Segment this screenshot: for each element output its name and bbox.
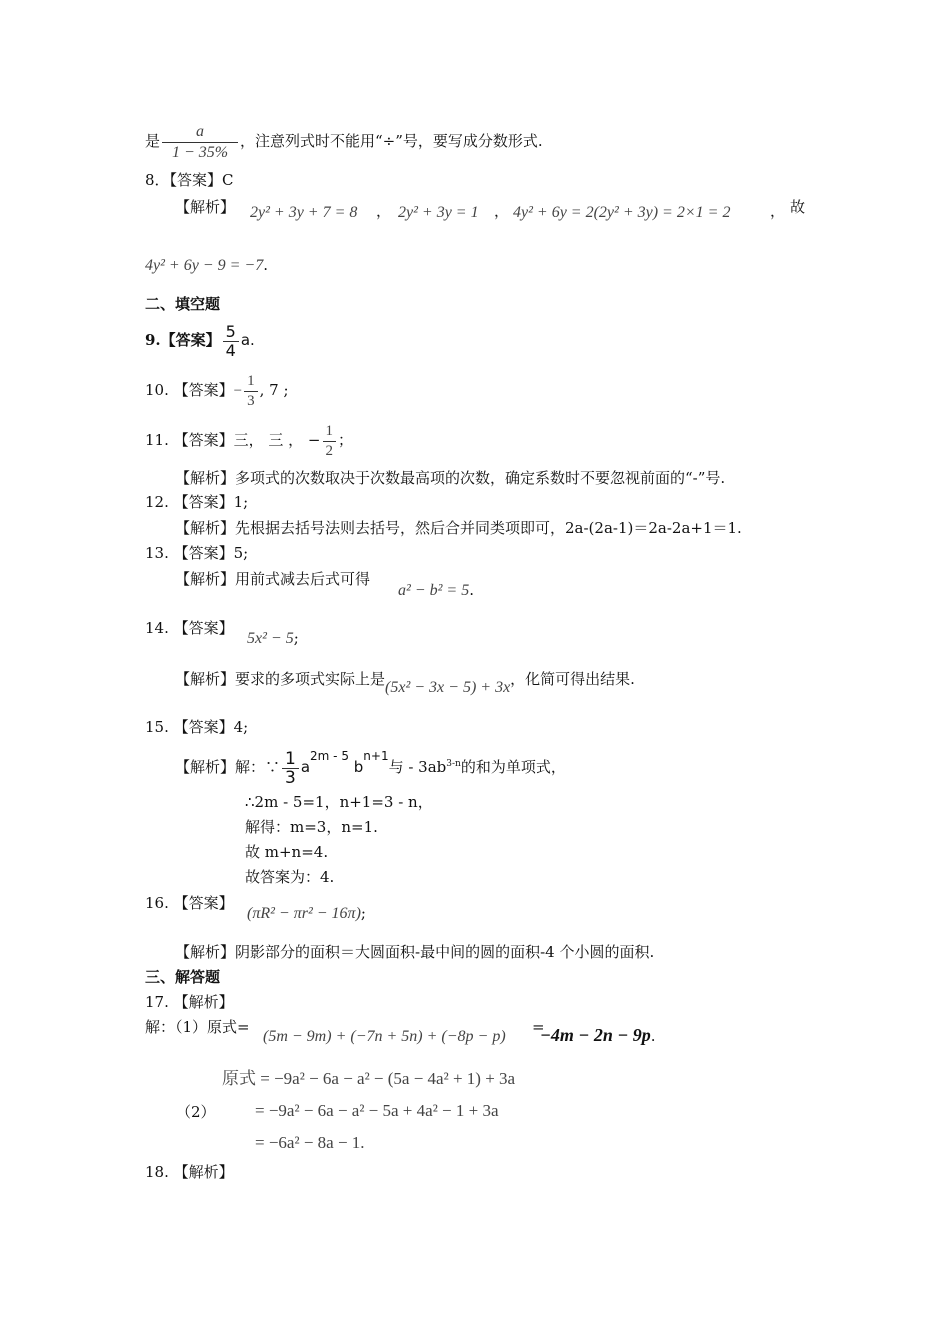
q9-denominator: 4 (223, 341, 239, 360)
q9-line (145, 320, 255, 360)
q10-denominator: 3 (244, 391, 258, 411)
q11-numerator: 1 (325, 422, 333, 439)
q15-numerator: 1 (285, 748, 296, 769)
q14-analysis-prefix: 【解析】要求的多项式实际上是 (175, 670, 386, 688)
q16-formula-line (247, 903, 366, 924)
q14-analysis-line (175, 669, 635, 696)
q15-sup-c: 3-n (446, 759, 461, 769)
section-3-title: 三、解答题 (145, 968, 221, 986)
q15-step2: 解得：m=3，n=1. (245, 818, 378, 836)
q16-analysis: 【解析】阴影部分的面积＝大圆面积-最中间的圆的面积-4 个小圆的面积. (175, 943, 655, 961)
intro-prefix: 是 (145, 132, 161, 150)
q15-fraction (282, 750, 299, 787)
q15-sup-a: 2m - 5 (310, 749, 349, 763)
q15-step3: 故 m+n=4. (245, 843, 329, 861)
q15-denominator: 3 (282, 768, 299, 787)
q14-end: ; (293, 629, 299, 647)
q17-part2-line3: = −6a² − 8a − 1. (255, 1133, 365, 1152)
q13-end: . (469, 581, 474, 599)
q12-analysis: 【解析】先根据去括号法则去括号，然后合并同类项即可，2a-(2a-1)＝2a-2a+1＝1. (175, 519, 742, 537)
q8-sep1: ， (376, 202, 392, 220)
q9-numerator: 5 (225, 321, 236, 341)
q10-numerator: 1 (247, 372, 255, 389)
q13-formula: a² − b² = 5 (398, 582, 470, 599)
q8-sep3: ， (770, 202, 786, 220)
intro-fraction-numerator: a (196, 122, 205, 140)
q15-analysis-line (175, 742, 566, 787)
q14-formula-line (247, 628, 299, 649)
q9-var: a. (240, 331, 255, 349)
q17-part2-line2: = −9a² − 6a − a² − 5a + 4a² − 1 + 3a (255, 1101, 499, 1120)
q8-answer: 8．【答案】C (145, 171, 234, 189)
q11-fraction (323, 422, 337, 461)
q14-answer: 14. 【答案】 (145, 619, 234, 637)
q8-conclusion-end: . (263, 256, 268, 274)
q15-step1: ∴2m - 5=1，n+1=3 - n， (245, 793, 433, 811)
q14-formula: 5x² − 5 (247, 630, 294, 647)
q17-part2-line1: 原式 = −9a² − 6a − a² − (5a − 4a² + 1) + 3a (222, 1069, 516, 1088)
q15-step4: 故答案为：4. (245, 868, 335, 886)
q15-middle: 与 - 3ab (388, 758, 447, 776)
q11-analysis: 【解析】多项式的次数取决于次数最高项的次数，确定系数时不要忽视前面的“-”号. (175, 469, 726, 487)
q11-denominator: 2 (323, 441, 337, 461)
q17-part1-result: −4m − 2n − 9p (540, 1025, 651, 1045)
q17-label: 17. 【解析】 (145, 993, 234, 1011)
q13-analysis-prefix: 【解析】用前式减去后式可得 (175, 570, 371, 588)
q17-part1-result-line (540, 1025, 656, 1046)
q12-answer: 12. 【答案】1; (145, 493, 249, 511)
q11-label: 11. 【答案】 (145, 431, 234, 449)
q15-term-a: a (300, 758, 311, 776)
q11-values: 三， 三 ， − (233, 431, 321, 449)
q11-end: ； (338, 431, 354, 449)
q16-answer: 16. 【答案】 (145, 894, 234, 912)
q15-sup-b: n+1 (363, 749, 389, 763)
q17-part1-end: . (650, 1027, 656, 1045)
q8-analysis-label: 【解析】 (175, 198, 236, 216)
q16-end: ; (360, 904, 366, 922)
intro-text: ，注意列式时不能用“÷”号，要写成分数形式. (240, 132, 543, 150)
q18-label: 18. 【解析】 (145, 1163, 234, 1181)
q9-fraction (223, 323, 239, 360)
q8-conclusion-line (145, 255, 268, 276)
section-2-title: 二、填空题 (145, 295, 221, 313)
q15-analysis-prefix: 【解析】解：∵ (175, 758, 281, 776)
q10-rest: , 7 ; (259, 381, 289, 399)
q8-sep2: ， (494, 202, 510, 220)
q15-suffix: 的和为单项式， (460, 758, 566, 776)
q10-label: 10. 【答案】 (145, 381, 234, 399)
q8-eq3: 4y² + 6y = 2(2y² + 3y) = 2×1 = 2 (513, 204, 731, 221)
q14-analysis-formula: (5x² − 3x − 5) + 3x (385, 679, 511, 696)
q17-part1-formula: (5m − 9m) + (−7n + 5n) + (−8p − p) (263, 1028, 506, 1045)
q16-formula: (πR² − πr² − 16π) (247, 905, 361, 922)
q10-fraction (244, 372, 258, 411)
q13-answer: 13. 【答案】5; (145, 544, 249, 562)
q17-part1-prefix: 解：（1）原式= (145, 1018, 250, 1036)
q8-eq1: 2y² + 3y + 7 = 8 (250, 204, 358, 221)
q11-line (145, 418, 353, 462)
intro-fraction (162, 122, 238, 163)
q14-analysis-suffix: ，化简可得出结果. (510, 670, 635, 688)
q8-conclusion: 4y² + 6y − 9 = −7 (145, 257, 264, 274)
q13-formula-line (398, 580, 474, 601)
intro-fraction-denominator: 1 − 35% (162, 142, 238, 163)
intro-line (145, 118, 543, 164)
q17-part1-eq: = (532, 1018, 545, 1036)
q9-label: 9.【答案】 (145, 331, 221, 349)
q15-term-b: b (353, 758, 364, 776)
q8-eq2: 2y² + 3y = 1 (398, 204, 479, 221)
q10-minus: − (233, 383, 243, 399)
q17-part2-label: （2） (176, 1103, 216, 1121)
q15-answer: 15. 【答案】4; (145, 718, 249, 736)
q8-tail: 故 (790, 198, 806, 216)
q10-line (145, 368, 289, 413)
